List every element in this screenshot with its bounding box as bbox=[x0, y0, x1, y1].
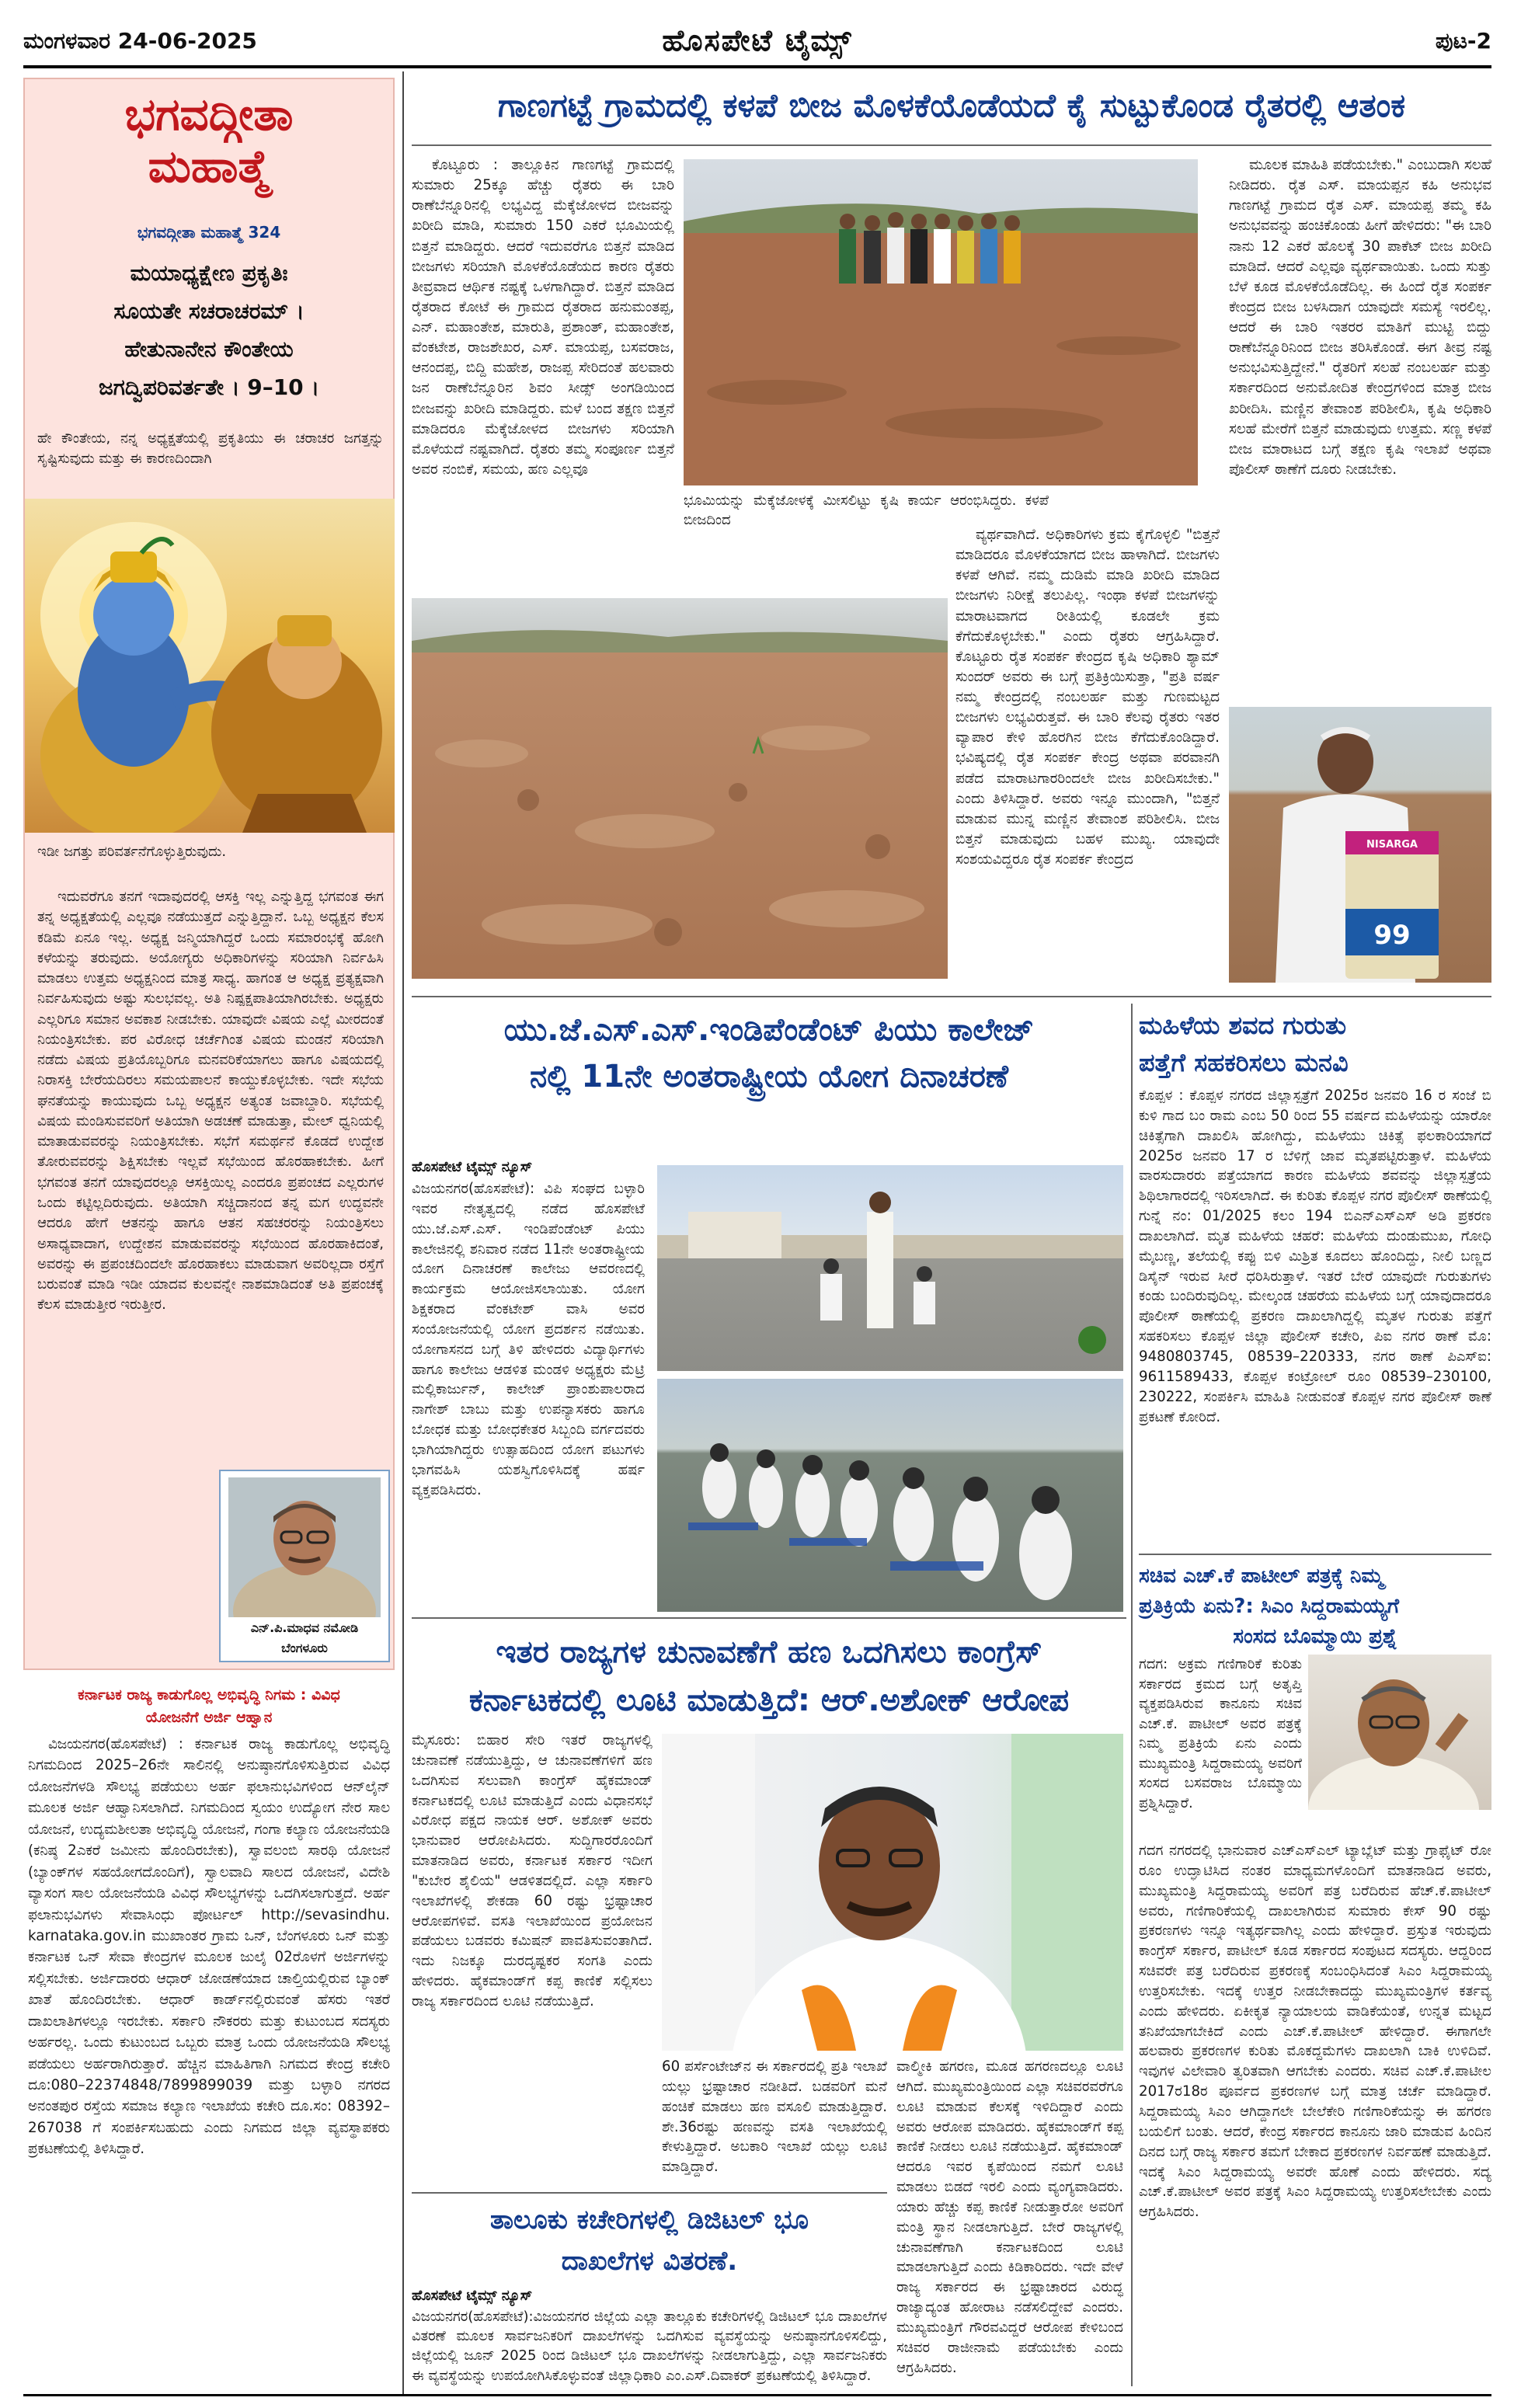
ashok-column2: 60 ಪರ್ಸೆಂಟೇಜ್‌ನ ಈ ಸರ್ಕಾರದಲ್ಲಿ ಪ್ರತಿ ಇಲಾಖೆ ಯಲ್ಲು ಭ್ರಷ್ಟಾಚಾರ ನಡೀತಿದೆ. ಬಡವರಿಗೆ ಮನೆ ಹಂಚಿಕೆ ಮಾಡಲು ಹಣ ವಸೂಲಿ ಮಾಡುತ್ತಿದ್ದಾರೆ. ಶೇ.36ರಷ್ಟು ಹಣವನ್ನು ವಸತಿ ಇಲಾಖೆಯಲ್ಲಿ ಕೇಳುತ್ತಿದ್ದಾರೆ. ಅಬಕಾರಿ ಇಲಾಖೆ ಯಲ್ಲು ಲೂಟಿ ಮಾಡ್ತಿದ್ದಾರೆ. bbox=[662, 2058, 887, 2176]
column-divider bbox=[402, 71, 404, 2394]
missing-headline-line2: ಪತ್ತೆಗೆ ಸಹಕರಿಸಲು ಮನವಿ bbox=[1139, 1048, 1349, 1077]
patil-body: ಗದಗ ನಗರದಲ್ಲಿ ಭಾನುವಾರ ಎಚ್‌ಎಸ್‌ಎಲ್ ಟ್ಯಾಬ್ಲೆಟ್ ಮತ್ತು ಗ್ರಾಫೈಟ್ ರೋ ರೂಂ ಉದ್ಘಾಟಿಸಿದ ನಂತರ ಮಾಧ್ಯಮಗಳೊಂದಿಗೆ ಮಾತನಾಡಿದ ಅವರು, ಮುಖ್ಯಮಂತ್ರಿ ಸಿದ್ದರಾಮಯ್ಯ ಅವರಿಗೆ ಪತ್ರ ಬರೆದಿರುವ ಹೆಚ್.ಕೆ.ಪಾಟೀಲ್ ಅವರು, ಗಣಿಗಾರಿಕೆಯಲ್ಲಿ ದಾಖಲಾಗಿರುವ ಸುಮಾರು ಕೇಸ್ 90 ರಷ್ಟು ಪ್ರಕರಣಗಳು ಇನ್ನೂ ಇತ್ಯರ್ಥವಾಗಿಲ್ಲ ಎಂದು ಹೇಳಿದ್ದಾರೆ. ಪ್ರಸ್ತುತ ಇರುವುದು ಕಾಂಗ್ರೆಸ್ ಸರ್ಕಾರ, ಪಾಟೀಲ್ ಕೂಡ ಸರ್ಕಾರದ ಸಂಪುಟದ ಸದಸ್ಯರು. ಆದ್ದರಿಂದ ಸಚಿವರೇ ಪತ್ರ ಬರೆದಿರುವ ಪ್ರಕರಣಕ್ಕೆ ಸಂಬಂಧಿಸಿದಂತೆ ಸಿಎಂ ಸಿದ್ದರಾಮಯ್ಯ ಉತ್ತರಿಸಬೇಕು. ಇದಕ್ಕೆ ಉತ್ತರ ನೀಡಬೇಕಾದದ್ದು ಮುಖ್ಯಮಂತ್ರಿಗಳ ಕರ್ತವ್ಯ ಎಂದು ಹೇಳಿದರು. ಏಕೀಕೃತ ನ್ಯಾಯಾಲಯ ವಾಡಿಕೆಯಂತೆ, ಉನ್ನತ ಮಟ್ಟದ ತನಿಖೆಯಾಗಬೇಕಿದೆ ಎಂದು ಎಚ್.ಕೆ.ಪಾಟೀಲ್ ಹೇಳಿದ್ದಾರೆ. ಈಗಾಗಲೇ ಹಲವಾರು ಪ್ರಕರಣಗಳ ಕುರಿತು ಮೊಕದ್ದಮೆಗಳು ದಾಖಲಾಗಿ ಬಾಕಿ ಉಳಿದಿವೆ. ಇವುಗಳ ವಿಲೇವಾರಿ ತ್ವರಿತವಾಗಿ ಆಗಬೇಕು ಎಂದರು. ಸಚಿವ ಎಚ್.ಕೆ.ಪಾಟೀಲ 2017ರ18ರ ಪೂರ್ವದ ಪ್ರಕರಣಗಳ ಬಗ್ಗೆ ಮಾತ್ರ ಚರ್ಚೆ ಮಾಡಿದ್ದಾರೆ. ಸಿದ್ದರಾಮಯ್ಯ ಸಿಎಂ ಆಗಿದ್ದಾಗಲೇ ಬೇಲೆಕೇರಿ ಗಣಿಗಾರಿಕೆಯನ್ನು ಈ ಹಗರಣ ಬಯಲಿಗೆ ಬಂತು. ಆದರೆ, ಕೇಂದ್ರ ಸರ್ಕಾರದ ಕಾನೂನು ಜಾರಿ ಮಾಡುವ ಹಿಂದಿನ ದಿನದ ಬಗ್ಗೆ ರಾಜ್ಯ ಸರ್ಕಾರ ತಮಗೆ ಬೇಕಾದ ಪ್ರಕರಣಗಳ ನಿರ್ವಹಣೆ ಮಾಡುತ್ತಿದೆ. ಇದಕ್ಕೆ ಸಿಎಂ ಸಿದ್ದರಾಮಯ್ಯ ಅವರೇ ಹೊಣೆ ಎಂದು ಹೇಳಿದರು. ಸದ್ಯ ಎಚ್.ಕೆ.ಪಾಟೀಲ್ ಅವರ ಪತ್ರಕ್ಕೆ ಸಿಎಂ ಸಿದ್ದರಾಮಯ್ಯ ಉತ್ತರಿಸಲೇಬೇಕು ಎಂದು ಆಗ್ರಹಿಸಿದರು. bbox=[1139, 1843, 1491, 2221]
author-photo-frame bbox=[219, 1470, 390, 1662]
yoga-byline: ಹೊಸಪೇಟೆ ಟೈಮ್ಸ್ ನ್ಯೂಸ್ bbox=[412, 1159, 533, 1175]
ashok-column3: ವಾಲ್ಮೀಕಿ ಹಗರಣ, ಮೂಡ ಹಗರಣದಲ್ಲೂ ಲೂಟಿ ಆಗಿದೆ. ಮುಖ್ಯಮಂತ್ರಿಯಿಂದ ಎಲ್ಲಾ ಸಚಿವರವರೆಗೂ ಲೂಟಿ ಮಾಡುವ ಕೆಲಸಕ್ಕೆ ಇಳಿದಿದ್ದಾರೆ ಎಂದು ಅವರು ಆರೋಪ ಮಾಡಿದರು. ಹೈಕಮಾಂಡ್‌ಗೆ ಕಪ್ಪ ಕಾಣಿಕೆ ನೀಡಲು ಲೂಟಿ ನಡೆಯುತ್ತಿದೆ. ಹೈಕಮಾಂಡ್ ಆದರೂ ಇವರ ಕೃಪೆಯಿಂದ ನಮಗೆ ಲೂಟಿ ಮಾಡಲು ಬಿಡದೆ ಇರಲಿ ಎಂದು ವ್ಯಂಗ್ಯವಾಡಿದರು. ಯಾರು ಹೆಚ್ಚು ಕಪ್ಪ ಕಾಣಿಕೆ ನೀಡುತ್ತಾರೋ ಅವರಿಗೆ ಮಂತ್ರಿ ಸ್ಥಾನ ನೀಡಲಾಗುತ್ತಿದೆ. ಬೇರೆ ರಾಜ್ಯಗಳಲ್ಲಿ ಚುನಾವಣೆಗಾಗಿ ಕರ್ನಾಟಕದಿಂದ ಲೂಟಿ ಮಾಡಲಾಗುತ್ತಿದೆ ಎಂದು ಕಿಡಿಕಾರಿದರು. ಇದೇ ವೇಳೆ ರಾಜ್ಯ ಸರ್ಕಾರದ ಈ ಭ್ರಷ್ಟಾಚಾರದ ವಿರುದ್ಧ ರಾಜ್ಯಾದ್ಯಂತ ಹೋರಾಟ ನಡೆಸಲಿದ್ದೇವೆ ಎಂದರು. ಮುಖ್ಯಮಂತ್ರಿಗೆ ಗೌರವವಿದ್ದರೆ ಆರೋಪ ಕೇಳಿಬಂದ ಸಚಿವರ ರಾಜೀನಾಮೆ ಪಡೆಯಬೇಕು ಎಂದು ಆಗ್ರಹಿಸಿದರು. bbox=[896, 2058, 1123, 2376]
lead-column1: ಕೊಟ್ಟೂರು : ತಾಲ್ಲೂಕಿನ ಗಾಣಗಟ್ಟೆ ಗ್ರಾಮದಲ್ಲಿ ಸುಮಾರು 25ಕ್ಕೂ ಹೆಚ್ಚು ರೈತರು ಈ ಬಾರಿ ರಾಣೆಬೆನ್ನೂರಿನಲ್ಲಿ ಲಭ್ಯವಿದ್ದ ಮೆಕ್ಕೆಜೋಳದ ಬೀಜವನ್ನು ಖರೀದಿ ಮಾಡಿ, ಸುಮಾರು 150 ಎಕರೆ ಭೂಮಿಯಲ್ಲಿ ಬಿತ್ತನೆ ಮಾಡಿದ್ದರು. ಆದರೆ ಇದುವರೆಗೂ ಬಿತ್ತನೆ ಮಾಡಿದ ಬೀಜಗಳು ಸರಿಯಾಗಿ ಮೊಳಕೆಯೊಡೆಯದ ಕಾರಣ ರೈತರು ತೀವ್ರವಾದ ಆರ್ಥಿಕ ನಷ್ಟಕ್ಕೆ ಒಳಗಾಗಿದ್ದಾರೆ. ಬಿತ್ತನೆ ಮಾಡಿದ ರೈತರಾದ ಕೋಟೆ ಈ ಗ್ರಾಮದ ರೈತರಾದ ಹನುಮಂತಪ್ಪ, ಎನ್. ಮಹಾಂತೇಶ, ಮಾರುತಿ, ಪ್ರಶಾಂತ್, ಮಹಾಂತೇಶ, ವೆಂಕಟೇಶ, ರಾಜಶೇಖರ, ಎಸ್. ಮಾಯಪ್ಪ, ಬಸವರಾಜ, ಆನಂದಪ್ಪ, ಬಿದ್ದಿ ಮಹೇಶ, ರಾಜಪ್ಪ ಸೇರಿದಂತೆ ಹಲವಾರು ಜನ ರಾಣೆಬೆನ್ನೂರಿನ ಶಿವಂ ಸೀಡ್ಸ್ ಅಂಗಡಿಯಿಂದ ಬೀಜವನ್ನು ಖರೀದಿ ಮಾಡಿದ್ದರು. ಮಳೆ ಬಂದ ತಕ್ಷಣ ಬಿತ್ತನೆ ಮಾಡಿದರೂ ಮೆಕ್ಕೆಜೋಳದ ಬೀಜಗಳು ಸರಿಯಾಗಿ ಮೊಳೆಯದೆ ನಷ್ಟವಾಗಿದೆ. ರೈತರು ತಮ್ಮ ಸಂಪೂರ್ಣ ಬಿತ್ತನೆ ಅವರ ನಂಬಿಕೆ, ಸಮಯ, ಹಣ ಎಲ್ಲವೂ bbox=[412, 157, 674, 478]
lead-headline: ಗಾಣಗಟ್ಟೆ ಗ್ರಾಮದಲ್ಲಿ ಕಳಪೆ ಬೀಜ ಮೊಳಕೆಯೊಡೆಯದೆ ಕೈ ಸುಟ್ಟುಕೊಂಡ ರೈತರಲ್ಲಿ ಆತಂಕ bbox=[497, 86, 1406, 124]
gita-title-line2: ಮಹಾತ್ಮೆ bbox=[148, 139, 270, 193]
forest-notice-headline1: ಕರ್ನಾಟಕ ರಾಜ್ಯ ಕಾಡುಗೊಲ್ಲ ಅಭಿವೃದ್ಧಿ ನಿಗಮ : ವಿವಿಧ bbox=[78, 1686, 340, 1703]
newspaper-title: ಹೊಸಪೇಟೆ ಟೈಮ್ಸ್ bbox=[662, 23, 853, 57]
ashok-headline-line1: ಇತರ ರಾಜ್ಯಗಳ ಚುನಾವಣೆಗೆ ಹಣ ಒದಗಿಸಲು ಕಾಂಗ್ರೆಸ್ bbox=[496, 1634, 1042, 1670]
gita-box bbox=[23, 78, 395, 1670]
page-number: ಪುಟ-2 bbox=[1435, 28, 1491, 54]
farmers-field-photo bbox=[684, 159, 1198, 485]
digital-headline bbox=[412, 2200, 887, 2281]
seed-bag-number: 99 bbox=[1373, 920, 1411, 951]
bommai-photo bbox=[1308, 1655, 1491, 1810]
patil-headline-line2: ಪ್ರತಿಕ್ರಿಯೆ ಏನು?: ಸಿಎಂ ಸಿದ್ದರಾಮಯ್ಯಗೆ bbox=[1139, 1595, 1400, 1618]
missing-body: ಕೊಪ್ಪಳ : ಕೊಪ್ಪಳ ನಗರದ ಜಿಲ್ಲಾಸ್ಪತ್ರೆಗೆ 2025ರ ಜನವರಿ 16 ರ ಸಂಜೆ ಬಿ ಕುಳಿ ಗಾದ ಬಂ ರಾಮ ಎಂಬ 50 ರಿಂದ 55 ವರ್ಷದ ಮಹಿಳೆಯನ್ನು ಯಾರೋ ಚಿಕಿತ್ಸೆಗಾಗಿ ದಾಖಲಿಸಿ ಹೋಗಿದ್ದು, ಮಹಿಳೆಯು ಚಿಕಿತ್ಸೆ ಫಲಕಾರಿಯಾಗದೆ 2025ರ ಜನವರಿ 17 ರ ಬೆಳಿಗ್ಗೆ ಜಾವ ಮೃತಪಟ್ಟಿರುತ್ತಾಳೆ. ಮಹಿಳೆಯ ವಾರಸುದಾರರು ಪತ್ತೆಯಾಗದ ಕಾರಣ ಮಹಿಳೆಯ ಶವವನ್ನು ಜಿಲ್ಲಾಸ್ಪತ್ರೆಯ ಶಿಥಿಲಾಗಾರದಲ್ಲಿ ಇರಿಸಲಾಗಿದೆ. ಈ ಕುರಿತು ಕೊಪ್ಪಳ ನಗರ ಪೊಲೀಸ್ ಠಾಣೆಯಲ್ಲಿ ಗುನ್ನೆ ನಂ: 01/2025 ಕಲಂ 194 ಬಿಎನ್‌ಎಸ್‌ಎಸ್ ಅಡಿ ಪ್ರಕರಣ ದಾಖಲಾಗಿದೆ. ಮೃತ ಮಹಿಳೆಯ ಚಹರೆ: ಮಹಿಳೆಯ ದುಂಡುಮುಖ, ಗೋಧಿ ಮೈಬಣ್ಣ, ತಲೆಯಲ್ಲಿ ಕಪ್ಪು ಬಿಳಿ ಮಿಶ್ರಿತ ಕೂದಲು ಹೊಂದಿದ್ದು, ನೀಲಿ ಬಣ್ಣದ ಡಿಸೈನ್ ಇರುವ ಸೀರೆ ಧರಿಸಿರುತ್ತಾಳೆ. ಇತರೆ ಬೇರೆ ಯಾವುದೇ ಗುರುತುಗಳು ಕಂಡು ಬಂದಿರುವುದಿಲ್ಲ. ಮೇಲ್ಕಂಡ ಚಹರೆಯ ಮಹಿಳೆಯ ಬಗ್ಗೆ ಯಾವುದಾದರೂ ಪೊಲೀಸ್ ಠಾಣೆಯಲ್ಲಿ ಪ್ರಕರಣ ದಾಖಲಾಗಿದ್ದಲ್ಲಿ ಮೃತಳ ಗುರುತು ಪತ್ತೆಗೆ ಸಹಕರಿಸಲು ಕೊಪ್ಪಳ ಜಿಲ್ಲಾ ಪೊಲೀಸ್ ಕಚೇರಿ, ಪಿಐ ನಗರ ಠಾಣೆ ಮೊ: 9480803745, 08539–220333, ನಗರ ಠಾಣೆ ಪಿಎಸ್‌ಐ: 9611589433, ಕೊಪ್ಪಳ ಕಂಟ್ರೋಲ್ ರೂಂ 08539–230100, 230222, ಸಂಪರ್ಕಿಸಿ ಮಾಹಿತಿ ನೀಡುವಂತೆ ಕೊಪ್ಪಳ ನಗರ ಪೊಲೀಸ್ ಠಾಣೆ ಪ್ರಕಟಣೆ ಕೋರಿದೆ. bbox=[1139, 1087, 1491, 1425]
gita-verse bbox=[25, 254, 393, 406]
gita-intro: ಹೇ ಕೌಂತೇಯ, ನನ್ನ ಅಧ್ಯಕ್ಷತೆಯಲ್ಲಿ ಪ್ರಕೃತಿಯು ಈ ಚರಾಚರ ಜಗತ್ತನ್ನು ಸೃಷ್ಟಿಸುವುದು ಮತ್ತು ಈ ಕಾರಣದಿಂದಾಗಿ bbox=[37, 430, 384, 467]
ashok-headline-line2: ಕರ್ನಾಟಕದಲ್ಲಿ ಲೂಟಿ ಮಾಡುತ್ತಿದೆ: ಆರ್.ಅಶೋಕ್ ಆರೋಪ bbox=[468, 1682, 1070, 1718]
missing-bottom-rule bbox=[1139, 1554, 1491, 1555]
yoga-body: ವಿಜಯನಗರ(ಹೊಸಪೇಟೆ): ವಿಪಿ ಸಂಘದ ಬಳ್ಳಾರಿ ಇವರ ನೇತೃತ್ವದಲ್ಲಿ ನಡೆದ ಹೊಸಪೇಟೆ ಯು.ಜೆ.ಎಸ್.ಎಸ್. ಇಂಡಿಪೆಂಡೆಂಟ್ ಪಿಯು ಕಾಲೇಜಿನಲ್ಲಿ ಶನಿವಾರ ನಡೆದ 11ನೇ ಅಂತರಾಷ್ಟ್ರೀಯ ಯೋಗ ದಿನಾಚರಣೆ ಕಾಲೇಜು ಆವರಣದಲ್ಲಿ ಕಾರ್ಯಕ್ರಮ ಆಯೋಜಿಸಲಾಯಿತು. ಯೋಗ ಶಿಕ್ಷಕರಾದ ವೆಂಕಟೇಶ್ ವಾಸಿ ಅವರ ಸಂಯೋಜನೆಯಲ್ಲಿ ಯೋಗ ಪ್ರದರ್ಶನ ನಡೆಯಿತು. ಯೋಗಾಸನದ ಬಗ್ಗೆ ತಿಳಿ ಹೇಳಿದರು ವಿದ್ಯಾರ್ಥಿಗಳು ಹಾಗೂ ಕಾಲೇಜು ಆಡಳಿತ ಮಂಡಳಿ ಅಧ್ಯಕ್ಷರು ಮೆಟ್ರಿ ಮಲ್ಲಿಕಾರ್ಜುನ್, ಕಾಲೇಜ್ ಪ್ರಾಂಶುಪಾಲರಾದ ನಾಗೇಶ್ ಬಾಬು ಮತ್ತು ಉಪನ್ಯಾಸಕರು ಹಾಗೂ ಬೋಧಕ ಮತ್ತು ಬೋಧಕೇತರ ಸಿಬ್ಬಂದಿ ವರ್ಗದವರು ಭಾಗಿಯಾಗಿದ್ದರು ಉತ್ಸಾಹದಿಂದ ಯೋಗ ಪಟುಗಳು ಭಾಗವಹಿಸಿ ಯಶಸ್ವಿಗೊಳಿಸಿದಕ್ಕೆ ಹರ್ಷ ವ್ಯಕ್ತಪಡಿಸಿದರು. bbox=[412, 1181, 645, 1498]
yoga-headline bbox=[412, 1007, 1126, 1100]
seed-bag-brand: NISARGA bbox=[1366, 839, 1418, 851]
lead-column3: ವ್ಯರ್ಥವಾಗಿದೆ. ಅಧಿಕಾರಿಗಳು ಕ್ರಮ ಕೈಗೊಳ್ಳಲಿ "ಬಿತ್ತನೆ ಮಾಡಿದರೂ ಮೊಳಕೆಯಾಗದ ಬೀಜ ಹಾಳಾಗಿದೆ. ಬೀಜಗಳು ಕಳಪೆ ಆಗಿವೆ. ನಮ್ಮ ದುಡಿಮೆ ಮಾಡಿ ಖರೀದಿ ಮಾಡಿದ ಬೀಜಗಳು ನಿರೀಕ್ಷೆ ತಲುಪಿಲ್ಲ. ಇಂಥಾ ಕಳಪೆ ಬೀಜಗಳನ್ನು ಮಾರಾಟವಾಗದ ರೀತಿಯಲ್ಲಿ ಕೂಡಲೇ ಕ್ರಮ ಕೆಗೆದುಕೊಳ್ಳಬೇಕು." ಎಂದು ರೈತರು ಆಗ್ರಹಿಸಿದ್ದಾರೆ. ಕೊಟ್ಟೂರು ರೈತ ಸಂಪರ್ಕ ಕೇಂದ್ರದ ಕೃಷಿ ಅಧಿಕಾರಿ ಶ್ಯಾಮ್ ಸುಂದರ್ ಅವರು ಈ ಬಗ್ಗೆ ಪ್ರತಿಕ್ರಿಯಿಸುತ್ತಾ, "ಪ್ರತಿ ವರ್ಷ ನಮ್ಮ ಕೇಂದ್ರದಲ್ಲಿ ನಂಬಲರ್ಹ ಮತ್ತು ಗುಣಮಟ್ಟದ ಬೀಜಗಳು ಲಭ್ಯವಿರುತ್ತವೆ. ಈ ಬಾರಿ ಕೆಲವು ರೈತರು ಇತರ ವ್ಯಾಪಾರ ಕೇಳಿ ಹೊರಗಿನ ಬೀಜ ಕೆಗೆದುಕೊಂಡಿದ್ದಾರೆ. ಭವಿಷ್ಯದಲ್ಲಿ ರೈತ ಸಂಪರ್ಕ ಕೇಂದ್ರ ಅಥವಾ ಪರವಾನಗಿ ಪಡೆದ ಮಾರಾಟಗಾರರಿಂದಲೇ ಬೀಜ ಖರೀದಿಸಬೇಕು." ಎಂದು ತಿಳಿಸಿದ್ದಾರೆ. ಅವರು ಇನ್ನೂ ಮುಂದಾಗಿ, "ಬಿತ್ತನೆ ಮಾಡುವ ಮುನ್ನ ಮಣ್ಣಿನ ತೇವಾಂಶ ಪರಿಶೀಲಿಸಿ. ಬೀಜ ಬಿತ್ತನೆ ಮಾಡುವುದು ಬಹಳ ಮುಖ್ಯ. ಯಾವುದೇ ಸಂಶಯವಿದ್ದರೂ ರೈತ ಸಂಪರ್ಕ ಕೇಂದ್ರದ bbox=[955, 527, 1220, 868]
lead-bottom-rule bbox=[412, 996, 1491, 997]
yoga-bottom-rule bbox=[412, 1617, 1126, 1619]
author-name: ಎನ್.ಪಿ.ಮಾಧವ ನಮೋಡಿ bbox=[250, 1620, 359, 1635]
right-column-divider bbox=[1131, 1004, 1133, 2386]
masthead-rule bbox=[23, 65, 1491, 68]
author-place: ಬೆಂಗಳೂರು bbox=[281, 1641, 328, 1655]
masthead bbox=[23, 19, 1491, 65]
forest-notice-headline2: ಯೋಜನೆಗೆ ಅರ್ಜಿ ಆಹ್ವಾನ bbox=[145, 1708, 273, 1726]
krishna-arjuna-illustration bbox=[25, 499, 395, 833]
bottom-rule bbox=[23, 2394, 1491, 2396]
digital-byline: ಹೊಸಪೇಟೆ ಟೈಮ್ಸ್ ನ್ಯೂಸ್ bbox=[412, 2288, 533, 2304]
gita-series: ಭಗವದ್ಗೀತಾ ಮಹಾತ್ಮೆ 324 bbox=[137, 223, 281, 242]
soil-field-photo bbox=[412, 598, 948, 979]
ashok-column1: ಮೈಸೂರು: ಬಿಹಾರ ಸೇರಿ ಇತರೆ ರಾಜ್ಯಗಳಲ್ಲಿ ಚುನಾವಣೆ ನಡೆಯುತ್ತಿದ್ದು, ಆ ಚುನಾವಣೆಗಳಿಗೆ ಹಣ ಒದಗಿಸುವ ಸಲುವಾಗಿ ಕಾಂಗ್ರೆಸ್ ಹೈಕಮಾಂಡ್ ಕರ್ನಾಟಕದಲ್ಲಿ ಲೂಟಿ ಮಾಡುತ್ತಿದೆ ಎಂದು ವಿಧಾನಸಭೆ ವಿರೋಧ ಪಕ್ಷದ ನಾಯಕ ಆರ್. ಅಶೋಕ್ ಅವರು ಭಾನುವಾರ ಆರೋಪಿಸಿದರು. ಸುದ್ದಿಗಾರರೊಂದಿಗೆ ಮಾತನಾಡಿದ ಅವರು, ಕರ್ನಾಟಕ ಸರ್ಕಾರ ಇದೀಗ "ಕುಬೇರ ಶೈಲಿಯ" ಆಡಳಿತದಲ್ಲಿದೆ. ಎಲ್ಲಾ ಸರ್ಕಾರಿ ಇಲಾಖೆಗಳಲ್ಲಿ ಶೇಕಡಾ 60 ರಷ್ಟು ಭ್ರಷ್ಟಾಚಾರ ಆರೋಪಗಳಿವೆ. ವಸತಿ ಇಲಾಖೆಯಿಂದ ಪ್ರಯೋಜನ ಪಡೆಯಲು ಬಡವರು ಕಮಿಷನ್ ಪಾವತಿಸುವಂತಾಗಿದೆ. ಇದು ನಿಜಕ್ಕೂ ದುರದೃಷ್ಟಕರ ಸಂಗತಿ ಎಂದು ಹೇಳಿದರು. ಹೈಕಮಾಂಡ್‌ಗೆ ಕಪ್ಪ ಕಾಣಿಕೆ ಸಲ್ಲಿಸಲು ರಾಜ್ಯ ಸರ್ಕಾರದಿಂದ ಲೂಟಿ ನಡೆಯುತ್ತಿದೆ. bbox=[412, 1732, 653, 2010]
missing-headline bbox=[1139, 1007, 1491, 1081]
patil-lead: ಗದಗ: ಅಕ್ರಮ ಗಣಿಗಾರಿಕೆ ಕುರಿತು ಸರ್ಕಾರದ ಕ್ರಮದ ಬಗ್ಗೆ ಅತೃಪ್ತಿ ವ್ಯಕ್ತಪಡಿಸಿರುವ ಕಾನೂನು ಸಚಿವ ಎಚ್.ಕೆ. ಪಾಟೀಲ್ ಅವರ ಪತ್ರಕ್ಕೆ ನಿಮ್ಮ ಪ್ರತಿಕ್ರಿಯೆ ಏನು ಎಂದು ಮುಖ್ಯಮಂತ್ರಿ ಸಿದ್ದರಾಮಯ್ಯ ಅವರಿಗೆ ಸಂಸದ ಬಸವರಾಜ ಬೊಮ್ಮಾಯಿ ಪ್ರಶ್ನಿಸಿದ್ದಾರೆ. bbox=[1139, 1656, 1302, 1811]
gita-body: ಇದುವರೆಗೂ ತನಗೆ ಇದಾವುದರಲ್ಲಿ ಆಸಕ್ತಿ ಇಲ್ಲ ಎನ್ನುತ್ತಿದ್ದ ಭಗವಂತ ಈಗ ತನ್ನ ಅಧ್ಯಕ್ಷತೆಯಲ್ಲಿ ಎಲ್ಲವೂ ನಡೆಯುತ್ತದೆ ಎನ್ನುತ್ತಿದ್ದಾನೆ. ಒಬ್ಬ ಅಧ್ಯಕ್ಷನ ಕೆಲಸ ಕಡಿಮೆ ಏನೂ ಇಲ್ಲ. ಅಧ್ಯಕ್ಷ ಜನ್ಮಿಯಾಗಿದ್ದರೆ ಒಂದು ಸಮಾರಂಭಕ್ಕೆ ಹೋಗಿ ಕಳೆಯನ್ನು ತರುವುದು. ಅಯೋಗ್ಯರು ಅಧಿಕಾರಿಗಳನ್ನು ಸರಿಯಾಗಿ ನಿರ್ವಹಿಸಿ ಮಾಡಲು ಉತ್ತಮ ಅಧ್ಯಕ್ಷನಿಂದ ಮಾತ್ರ ಸಾಧ್ಯ. ಹಾಗಂತ ಆ ಅಧ್ಯಕ್ಷ ಪ್ರತ್ಯಕ್ಷವಾಗಿ ನಿರ್ವಹಿಸುವುದು ಅಷ್ಟು ಸುಲಭವಲ್ಲ. ಅತಿ ನಿಷ್ಪಕ್ಷಪಾತಿಯಾಗಿರಬೇಕು. ಅಧ್ಯಕ್ಷರು ಎಲ್ಲರಿಗೂ ಸಮಾನ ಅವಕಾಶ ನೀಡಬೇಕು. ಯಾವುದೇ ವಿಷಯ ಎಲ್ಲೆ ಮೀರದಂತೆ ನಿಯಂತ್ರಿಸಬೇಕು. ಪರ ವಿರೋಧ ಚರ್ಚೆಗಿಂತ ವಿಷಯ ಮಂಡನೆ ಸರಿಯಾಗಿ ನಡೆದು ವಿಷಯ ಪ್ರತಿಯೊಬ್ಬರಿಗೂ ಮನವರಿಕೆಯಾಗಲು ಹಾಗೂ ವಿಷಯದಲ್ಲಿ ನಿರಾಸಕ್ತಿ ಬೇರೆಯದಿರಲು ಸಮಯಪಾಲನೆ ಕಾಯ್ದುಕೊಳ್ಳಬೇಕು. ಇದೇ ಸಭೆಯ ಘನತೆಯನ್ನು ಕಾಯುವುದು ಒಬ್ಬ ಅಧ್ಯಕ್ಷನ ಅತ್ಯಂತ ಜವಾಬ್ದಾರಿ. ಸಭೆಯಲ್ಲಿ ವಿಷಯ ಮಂಡಿಸುವವರಿಗೆ ಅತಿಯಾಗಿ ಅಡಚಣೆ ಮಾಡುತ್ತಾ, ಮೇಲ್ ಧ್ವನಿಯಲ್ಲಿ ಮಾತಾಡುವವರನ್ನು ನಿಯಂತ್ರಿಸಬೇಕು. ಸಭೆಗೆ ಸಮರ್ಥನೆ ಕೊಡದೆ ಉದ್ದೇಶ ತೋರುವವರನ್ನು ಶಿಕ್ಷಿಸಬೇಕು ಇಲ್ಲವೆ ಸಭೆಯಿಂದ ಹೊರಹಾಕಬೇಕು. ಹೀಗೆ ಭಗವಂತ ತನಗೆ ಯಾವುದರಲ್ಲೂ ಆಸಕ್ತಿಯಿಲ್ಲ ಎಂದರೂ ಪ್ರಪಂಚದ ಎಲ್ಲರುಗಳ ಒಂದು ಕಟ್ಟಿಲ್ಲದಿರುವುದು. ಅತಿಯಾಗಿ ಸಚ್ಚಿದಾನಂದ ತನ್ನ ಮಗ ಉದ್ಧವನೇ ಆದರೂ ಹೇಗೆ ಆತನನ್ನು ಹಾಗೂ ಆತನ ಸಹಚರರನ್ನು ನಿಯಂತ್ರಿಸಲು ಅಸಾಧ್ಯವಾದಾಗ, ಉದ್ದೇಶನ ಮಾಡುವವರನ್ನು ಸಭೆಯಿಂದ ಹೊರಹಾಕಿದಂತೆ, ಅವರನ್ನು ಈ ಪ್ರಪಂಚದಿಂದಲೇ ಹೊರಹಾಕಲು ಮಾಡುವಾಗ ಅವರಿಲ್ಲದಾ ರಸ್ತೆಗೆ ಬರುವಂತೆ ಮಾಡಿ ಇಡೀ ಯಾದವ ಕುಲವನ್ನೇ ನಾಶಮಾಡಿದಂತೆ ಅತಿ ಪ್ರಪಂಚಕ್ಕೆ ಕೆಲಸ ಮಾಡುತ್ತೀರ ಇರುತ್ತೀರ. bbox=[37, 889, 384, 1314]
issue-date: ಮಂಗಳವಾರ 24-06-2025 bbox=[23, 28, 257, 54]
gita-verse-line3: ಹೇತುನಾನೇನ ಕೌಂತೇಯ bbox=[124, 336, 294, 362]
patil-headline-line1: ಸಚಿವ ಎಚ್.ಕೆ ಪಾಟೀಲ್ ಪತ್ರಕ್ಕೆ ನಿಮ್ಮ bbox=[1139, 1564, 1383, 1588]
forest-notice bbox=[23, 1684, 395, 2387]
digital-headline-line1: ತಾಲೂಕು ಕಚೇರಿಗಳಲ್ಲಿ ಡಿಜಿಟಲ್ ಭೂ bbox=[490, 2204, 809, 2236]
lead-headline-rule bbox=[412, 144, 1491, 146]
ashok-headline bbox=[412, 1628, 1126, 1724]
farmers-photo-caption: ಭೂಮಿಯನ್ನು ಮೆಕ್ಕೆಜೋಳಕ್ಕೆ ಮೀಸಲಿಟ್ಟು ಕೃಷಿ ಕಾರ್ಯ ಆರಂಭಿಸಿದ್ದರು. ಕಳಪೆ ಬೀಜದಿಂದ bbox=[684, 492, 1049, 529]
lead-column4: ಮೂಲಕ ಮಾಹಿತಿ ಪಡೆಯಬೇಕು." ಎಂಬುದಾಗಿ ಸಲಹೆ ನೀಡಿದರು. ರೈತ ಎಸ್. ಮಾಯಪ್ಪನ ಕಹಿ ಅನುಭವ ಗಾಣಗಟ್ಟೆ ಗ್ರಾಮದ ರೈತ ಎಸ್. ಮಾಯಪ್ಪ ತಮ್ಮ ಕಹಿ ಅನುಭವವನ್ನು ಹಂಚಿಕೊಂಡು ಹೀಗೆ ಹೇಳಿದರು: "ಈ ಬಾರಿ ನಾನು 12 ಎಕರೆ ಹೊಲಕ್ಕೆ 30 ಪಾಕೆಟ್ ಬೀಜ ಖರೀದಿ ಮಾಡಿದೆ. ಆದರೆ ಎಲ್ಲವೂ ವ್ಯರ್ಥವಾಯಿತು. ಒಂದು ಸುತ್ತು ಬೆಳೆ ಕೂಡ ಮೊಳಕೆಯೊಡೆದಿಲ್ಲ. ಈ ಹಿಂದೆ ರೈತ ಸಂಪರ್ಕ ಕೇಂದ್ರದ ಬೀಜ ಬಳಸಿದಾಗ ಯಾವುದೇ ಸಮಸ್ಯೆ ಇರಲಿಲ್ಲ. ಆದರೆ ಈ ಬಾರಿ ಇತರರ ಮಾತಿಗೆ ಮುಟ್ಟಿ ಬಿದ್ದು ರಾಣೆಬೆನ್ನೂರಿನಿಂದ ಬೀಜ ತರಿಸಿಕೊಂಡೆ. ಈಗ ತೀವ್ರ ನಷ್ಟ ಅನುಭವಿಸುತ್ತಿದ್ದೇನೆ." ರೈತರಿಗೆ ಸಲಹೆ ನಂಬಲರ್ಹ ಮತ್ತು ಸರ್ಕಾರದಿಂದ ಅನುಮೋದಿತ ಕೇಂದ್ರಗಳಿಂದ ಮಾತ್ರ ಬೀಜ ಖರೀದಿಸಿ. ಮಣ್ಣಿನ ತೇವಾಂಶ ಪರಿಶೀಲಿಸಿ, ಕೃಷಿ ಅಧಿಕಾರಿ ಸಲಹೆ ಮೇರೆಗೆ ಬಿತ್ತನೆ ಮಾಡುವುದು ಉತ್ತಮ. ಸಣ್ಣ ಕಳಪೆ ಬೀಜ ಮಾರಾಟದ ಬಗ್ಗೆ ತಕ್ಷಣ ಕೃಷಿ ಇಲಾಖೆ ಅಥವಾ ಪೊಲೀಸ್ ಠಾಣೆಗೆ ದೂರು ನೀಡಬೇಕು. bbox=[1229, 157, 1491, 478]
farmer-seed-bag-photo bbox=[1229, 707, 1491, 983]
ashok-bottom-rule bbox=[412, 2192, 887, 2194]
yoga-headline-line1: ಯು.ಜೆ.ಎಸ್.ಎಸ್.ಇಂಡಿಪೆಂಡೆಂಟ್ ಪಿಯು ಕಾಲೇಜ್ bbox=[503, 1012, 1035, 1048]
gita-verse-line2: ಸೂಯತೇ ಸಚರಾಚರಮ್ । bbox=[113, 298, 305, 324]
yoga-photo-students bbox=[657, 1379, 1123, 1612]
patil-headline-line3: ಸಂಸದ ಬೊಮ್ಮಾಯಿ ಪ್ರಶ್ನೆ bbox=[1233, 1625, 1397, 1648]
digital-headline-line2: ದಾಖಲೆಗಳ ವಿತರಣೆ. bbox=[561, 2245, 738, 2277]
gita-title-line1: ಭಗವದ್ಗೀತಾ bbox=[124, 88, 294, 141]
yoga-photo-teacher bbox=[657, 1165, 1123, 1371]
digital-body: ವಿಜಯನಗರ(ಹೊಸಪೇಟೆ):ವಿಜಯನಗರ ಜಿಲ್ಲೆಯ ಎಲ್ಲಾ ತಾಲ್ಲೂಕು ಕಚೇರಿಗಳಲ್ಲಿ ಡಿಜಿಟಲ್ ಭೂ ದಾಖಲೆಗಳ ವಿತರಣೆ ಮೂಲಕ ಸಾರ್ವಜನಿಕರಿಗೆ ದಾಖಲೆಗಳನ್ನು ಒದಗಿಸುವ ವ್ಯವಸ್ಥೆಯನ್ನು ಅನುಷ್ಠಾನಗೊಳಿಸಲಿದ್ದು, ಜಿಲ್ಲೆಯಲ್ಲಿ ಜೂನ್ 2025 ರಿಂದ ಡಿಜಿಟಲ್ ಭೂ ದಾಖಲೆಗಳನ್ನು ನೀಡಲಾಗುತ್ತಿದ್ದು, ಎಲ್ಲಾ ಸಾರ್ವಜನಿಕರು ಈ ವ್ಯವಸ್ಥೆಯನ್ನು ಉಪಯೋಗಿಸಿಕೊಳ್ಳುವಂತೆ ಜಿಲ್ಲಾಧಿಕಾರಿ ಎಂ.ಎಸ್.ದಿವಾಕರ್ ಪ್ರಕಟಣೆಯಲ್ಲಿ ತಿಳಿಸಿದ್ದಾರೆ. bbox=[412, 2309, 887, 2384]
gita-verse-line4: ಜಗದ್ವಿಪರಿವರ್ತತೇ । 9–10 । bbox=[98, 374, 320, 400]
gita-verse-line1: ಮಯಾಧ್ಯಕ್ಷೇಣ ಪ್ರಕೃತಿಃ bbox=[130, 260, 288, 286]
ashok-photo bbox=[662, 1734, 1123, 2051]
forest-notice-body: ವಿಜಯನಗರ(ಹೊಸಪೇಟೆ) : ಕರ್ನಾಟಕ ರಾಜ್ಯ ಕಾಡುಗೊಲ್ಲ ಅಭಿವೃದ್ಧಿ ನಿಗಮದಿಂದ 2025–26ನೇ ಸಾಲಿನಲ್ಲಿ ಅನುಷ್ಠಾನಗೊಳಿಸುತ್ತಿರುವ ವಿವಿಧ ಯೋಜನೆಗಳಡಿ ಸೌಲಭ್ಯ ಪಡೆಯಲು ಅರ್ಹ ಫಲಾನುಭವಿಗಳಿಂದ ಆನ್‌ಲೈನ್ ಮೂಲಕ ಅರ್ಜಿ ಆಹ್ವಾನಿಸಲಾಗಿದೆ. ನಿಗಮದಿಂದ ಸ್ವಯಂ ಉದ್ಯೋಗ ನೇರ ಸಾಲ ಯೋಜನೆ, ಉದ್ಯಮಶೀಲತಾ ಅಭಿವೃದ್ಧಿ ಯೋಜನೆ, ಗಂಗಾ ಕಲ್ಯಾಣ ಯೋಜನೆಯಡಿ (ಕನಿಷ್ಠ 2ಎಕರೆ ಜಮೀನು ಹೊಂದಿರಬೇಕು), ಸ್ವಾವಲಂಬಿ ಸಾರಥಿ ಯೋಜನೆ (ಬ್ಯಾಂಕ್‌ಗಳ ಸಹಯೋಗದೊಂದಿಗೆ), ಸ್ವಾಲವಾದಿ ಸಾಲದ ಯೋಜನೆ, ವಿದೇಶಿ ವ್ಯಾಸಂಗ ಸಾಲ ಯೋಜನೆಯಡಿ ವಿವಿಧ ಸೌಲಭ್ಯಗಳನ್ನು ಒದಗಿಸಲಾಗುತ್ತದೆ. ಅರ್ಹ ಫಲಾನುಭವಿಗಳು ಸೇವಾಸಿಂಧು ಪೋರ್ಟಲ್ http://sevasindhu. karnataka.gov.in ಮುಖಾಂತರ ಗ್ರಾಮ ಒನ್, ಬೆಂಗಳೂರು ಒನ್ ಮತ್ತು ಕರ್ನಾಟಕ ಒನ್ ಸೇವಾ ಕೇಂದ್ರಗಳ ಮೂಲಕ ಜುಲೈ 02ರೊಳಗೆ ಅರ್ಜಿಗಳನ್ನು ಸಲ್ಲಿಸಬೇಕು. ಅರ್ಜಿದಾರರು ಆಧಾರ್ ಜೋಡಣೆಯಾದ ಚಾಲ್ತಿಯಲ್ಲಿರುವ ಬ್ಯಾಂಕ್ ಖಾತೆ ಹೊಂದಿರಬೇಕು. ಆಧಾರ್ ಕಾರ್ಡ್‌ನಲ್ಲಿರುವಂತೆ ಹೆಸರು ಇತರೆ ದಾಖಲಾತಿಗಳಲ್ಲೂ ಇರಬೇಕು. ಸರ್ಕಾರಿ ನೌಕರರು ಮತ್ತು ಕುಟುಂಬದ ಸದಸ್ಯರು ಅರ್ಹರಲ್ಲ. ಒಂದು ಕುಟುಂಬದ ಒಬ್ಬರು ಮಾತ್ರ ಒಂದು ಯೋಜನೆಯಡಿ ಸೌಲಭ್ಯ ಪಡೆಯಲು ಅರ್ಹರಾಗಿರುತ್ತಾರೆ. ಹೆಚ್ಚಿನ ಮಾಹಿತಿಗಾಗಿ ನಿಗಮದ ಕೇಂದ್ರ ಕಚೇರಿ ದೂ:080–22374848/7899899039 ಮತ್ತು ಬಳ್ಳಾರಿ ನಗರದ ಅನಂತಪುರ ರಸ್ತೆಯ ಸಮಾಜ ಕಲ್ಯಾಣ ಇಲಾಖೆಯ ಕಚೇರಿ ದೂ.ಸಂ: 08392–267038 ಗೆ ಸಂಪರ್ಕಿಸಬಹುದು ಎಂದು ನಿಗಮದ ಜಿಲ್ಲಾ ವ್ಯವಸ್ಥಾಪಕರು ಪ್ರಕಟಣೆಯಲ್ಲಿ ತಿಳಿಸಿದ್ದಾರೆ. bbox=[28, 1736, 390, 2158]
gita-after-image: ಇಡೀ ಜಗತ್ತು ಪರಿವರ್ತನೆಗೊಳ್ಳುತ್ತಿರುವುದು. bbox=[37, 844, 227, 860]
yoga-headline-line2: ನಲ್ಲಿ 11ನೇ ಅಂತರಾಷ್ಟ್ರೀಯ ಯೋಗ ದಿನಾಚರಣೆ bbox=[529, 1059, 1008, 1094]
missing-headline-line1: ಮಹಿಳೆಯ ಶವದ ಗುರುತು bbox=[1139, 1011, 1347, 1040]
author-photo bbox=[228, 1477, 381, 1617]
patil-headline bbox=[1139, 1561, 1491, 1652]
